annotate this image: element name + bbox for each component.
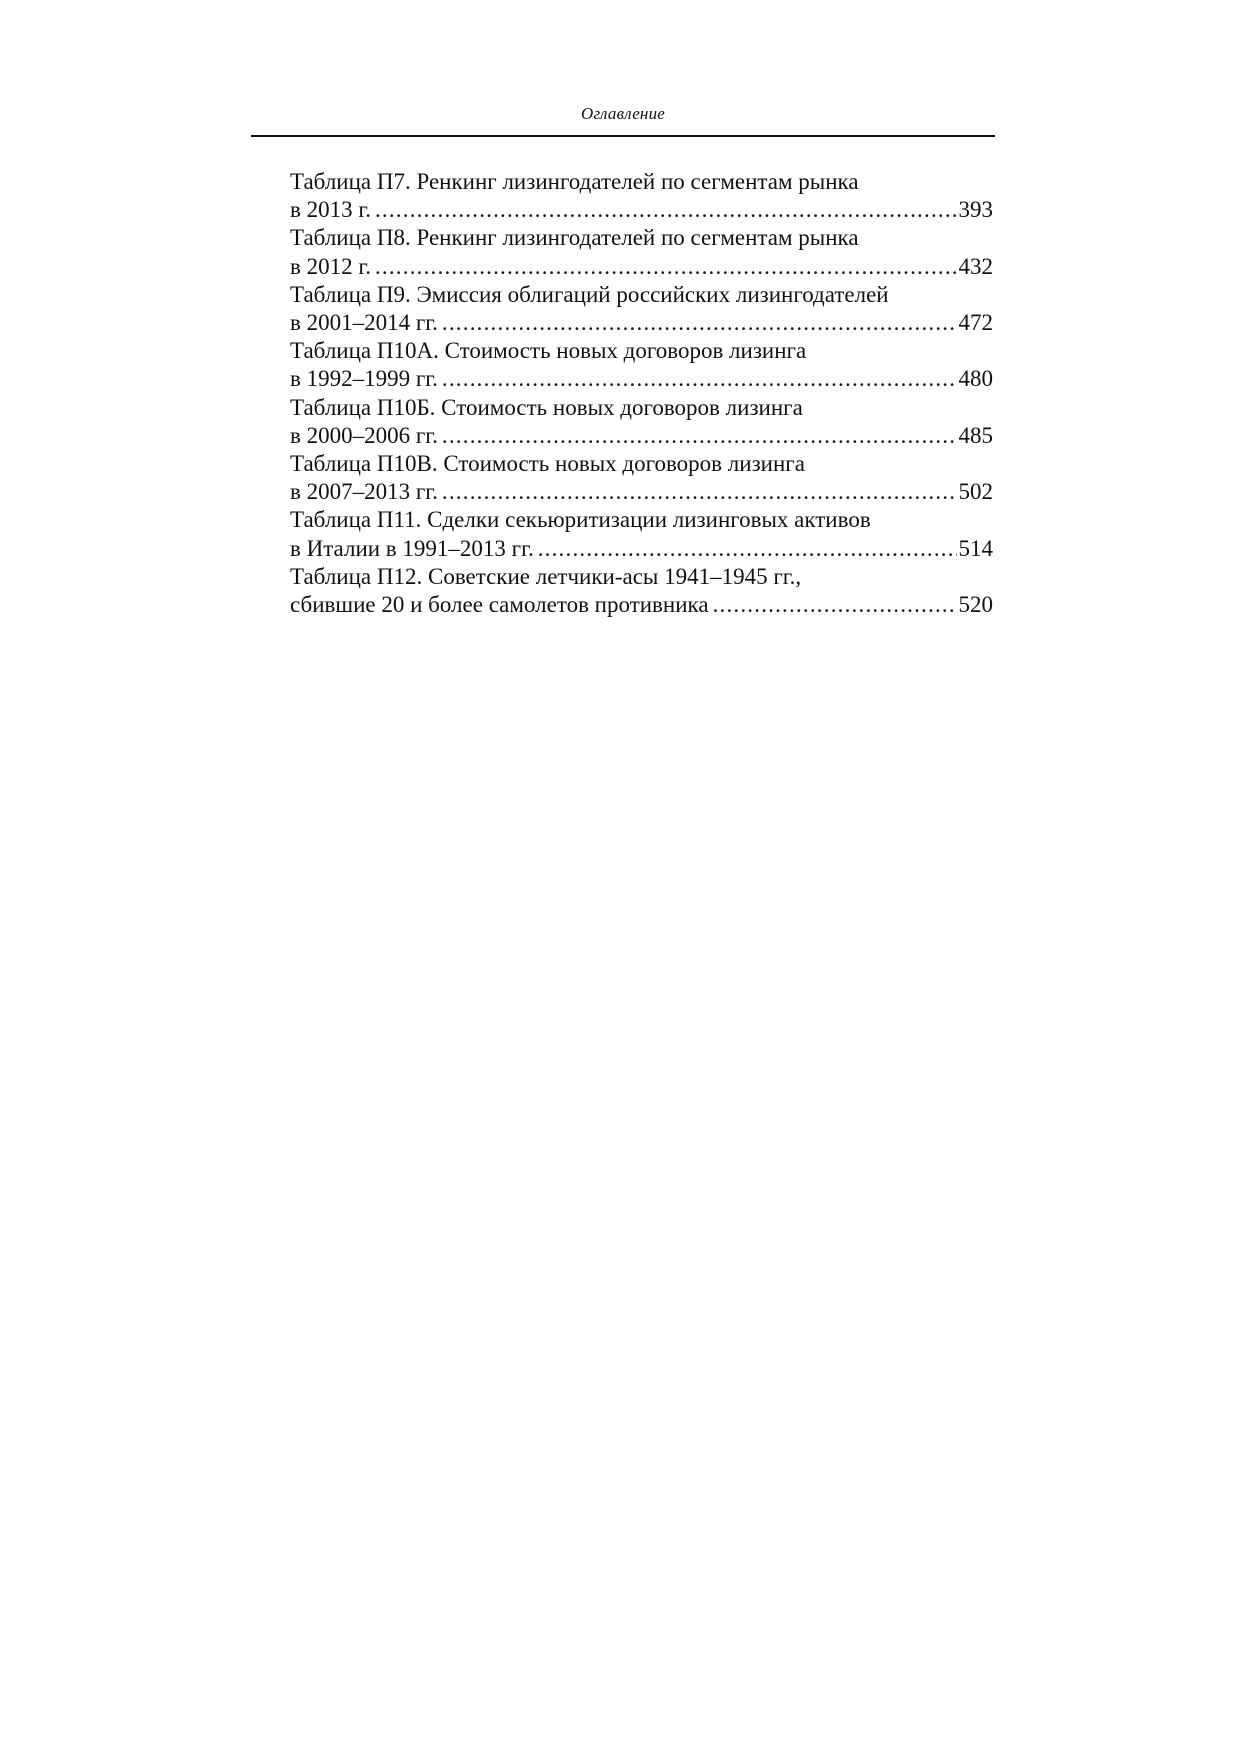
toc-page-number: 520: [958, 592, 993, 618]
toc-entry-continuation-row: [290, 591, 993, 619]
toc-entry-title-continuation: в Италии в 1991–2013 гг.: [290, 535, 534, 561]
toc-entry-continuation-row: [290, 365, 993, 393]
toc-page-number: 485: [958, 422, 993, 448]
toc-entry-title: Таблица П11. Сделки секьюритизации лизинговых активов: [290, 507, 871, 533]
toc-entry[interactable]: [290, 394, 993, 450]
dot-leader: [442, 422, 957, 450]
toc-entry-title-continuation: в 2007–2013 гг.: [290, 479, 438, 505]
toc-entry[interactable]: [290, 450, 993, 506]
header-rule: [251, 135, 995, 137]
toc-entry-continuation-row: [290, 309, 993, 337]
dot-leader: [713, 591, 957, 619]
toc-page-number: 480: [958, 366, 993, 392]
dot-leader: [442, 365, 957, 393]
dot-leader: [375, 253, 957, 281]
toc-entry-title: Таблица П12. Советские летчики-асы 1941–1945 гг.,: [290, 563, 802, 589]
toc-entry-title: Таблица П10В. Стоимость новых договоров лизинга: [290, 451, 805, 477]
toc-entry[interactable]: [290, 224, 993, 280]
toc-page-number: 502: [958, 479, 993, 505]
table-of-contents: [290, 168, 993, 619]
toc-entry-title-continuation: в 1992–1999 гг.: [290, 366, 438, 392]
dot-leader: [442, 309, 957, 337]
dot-leader: [538, 535, 957, 563]
toc-entry-title: Таблица П8. Ренкинг лизингодателей по сегментам рынка: [290, 225, 859, 251]
toc-entry-continuation-row: [290, 535, 993, 563]
toc-entry-title: Таблица П7. Ренкинг лизингодателей по сегментам рынка: [290, 169, 859, 194]
toc-entry[interactable]: [290, 506, 993, 562]
toc-entry-continuation-row: [290, 478, 993, 506]
toc-page-number: 514: [958, 535, 993, 561]
dot-leader: [442, 478, 957, 506]
toc-entry-title-continuation: в 2000–2006 гг.: [290, 422, 438, 448]
toc-entry-title-continuation: в 2001–2014 гг.: [290, 310, 438, 336]
toc-entry-continuation-row: [290, 422, 993, 450]
toc-entry[interactable]: [290, 281, 993, 337]
dot-leader: [375, 196, 957, 224]
running-head-title: Оглавление: [580, 104, 666, 123]
toc-entry-title: Таблица П10Б. Стоимость новых договоров лизинга: [290, 394, 803, 420]
toc-page-number: 472: [958, 310, 993, 336]
toc-entry-title: Таблица П9. Эмиссия облигаций российских лизингодателей: [290, 281, 889, 307]
toc-entry-continuation-row: [290, 196, 993, 224]
toc-entry-title-continuation: в 2012 г.: [290, 253, 371, 279]
toc-entry-title-continuation: сбившие 20 и более самолетов противника: [290, 592, 709, 618]
toc-page-number: 393: [958, 197, 993, 223]
toc-entry-title-continuation: в 2013 г.: [290, 197, 371, 223]
toc-entry-title: Таблица П10А. Стоимость новых договоров лизинга: [290, 338, 807, 364]
toc-entry-continuation-row: [290, 253, 993, 281]
toc-entry[interactable]: [290, 337, 993, 393]
toc-page-number: 432: [958, 253, 993, 279]
toc-entry[interactable]: [290, 563, 993, 619]
toc-entry[interactable]: [290, 168, 993, 224]
